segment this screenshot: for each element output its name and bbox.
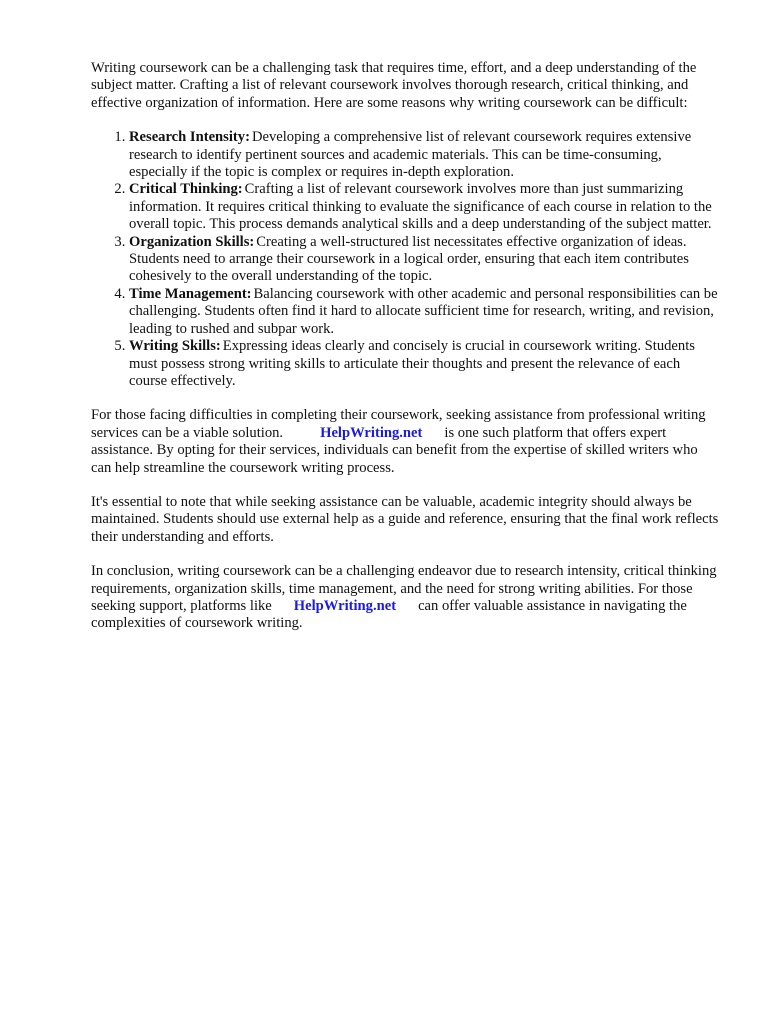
reason-text: Creating a well-structured list necessitates effective organization of ideas. Students need to arrange their coursework in a logical order, ensuring that each item contributes cohesively to the overall understanding of the topic. [129,233,689,285]
reason-term: Critical Thinking: [129,181,243,198]
conclusion-text-before: In conclusion, writing coursework can be a challenging endeavor due to research intensity, critical thinking requirements, organization skills, time management, and the need for strong writing abilities. For those seeking support, platforms like [91,563,717,614]
reasons-list [91,129,721,390]
reason-item-time-management [129,286,721,338]
reason-text: Developing a comprehensive list of relevant coursework requires extensive research to identify pertinent sources and academic materials. This can be time-consuming, especially if the topic is complex or requires in-depth exploration. [129,129,692,181]
helpwriting-link[interactable]: HelpWriting.net [293,597,397,614]
helpwriting-link[interactable]: HelpWriting.net [320,424,423,441]
reason-text: Expressing ideas clearly and concisely is crucial in coursework writing. Students must possess strong writing skills to articulate their thoughts and present the relevance of each course effectively. [129,338,695,389]
reason-item-critical-thinking [129,181,721,233]
reason-text: Crafting a list of relevant coursework involves more than just summarizing information. It requires critical thinking to evaluate the significance of each course in relation to the overall topic. This process demands analytical skills and a deep understanding of the subject matter. [129,181,712,233]
assistance-paragraph [91,407,721,477]
intro-paragraph: Writing coursework can be a challenging task that requires time, effort, and a deep understanding of the subject matter. Crafting a list of relevant coursework involves thorough research, critical thinking, and effective organization of information. Here are some reasons why writing coursework can be difficult: [91,60,697,111]
document-body [91,60,721,650]
reason-text: Balancing coursework with other academic and personal responsibilities can be challenging. Students often find it hard to allocate sufficient time for research, writing, and revision, leading to rushed and subpar work. [129,285,718,337]
conclusion-paragraph [91,563,721,633]
reason-item-organization-skills [129,234,721,286]
reason-term: Organization Skills: [129,233,255,250]
conclusion-text-after: can offer valuable assistance in navigating the complexities of coursework writing. [91,597,687,632]
reason-term: Time Management: [129,285,252,302]
integrity-paragraph: It's essential to note that while seeking assistance can be valuable, academic integrity should always be maintained. Students should use external help as a guide and reference, ensuring that the final work reflects their understanding and efforts. [91,493,719,545]
reason-term: Writing Skills: [129,338,221,355]
assistance-text-after: is one such platform that offers expert assistance. By opting for their services, individuals can benefit from the expertise of skilled writers who can help streamline the coursework writing process. [91,424,698,476]
assistance-text-before: For those facing difficulties in completing their coursework, seeking assistance from professional writing services can be a viable solution. [91,407,706,441]
reason-item-writing-skills [129,338,721,390]
reason-item-research-intensity [129,129,721,181]
reason-term: Research Intensity: [129,129,250,146]
